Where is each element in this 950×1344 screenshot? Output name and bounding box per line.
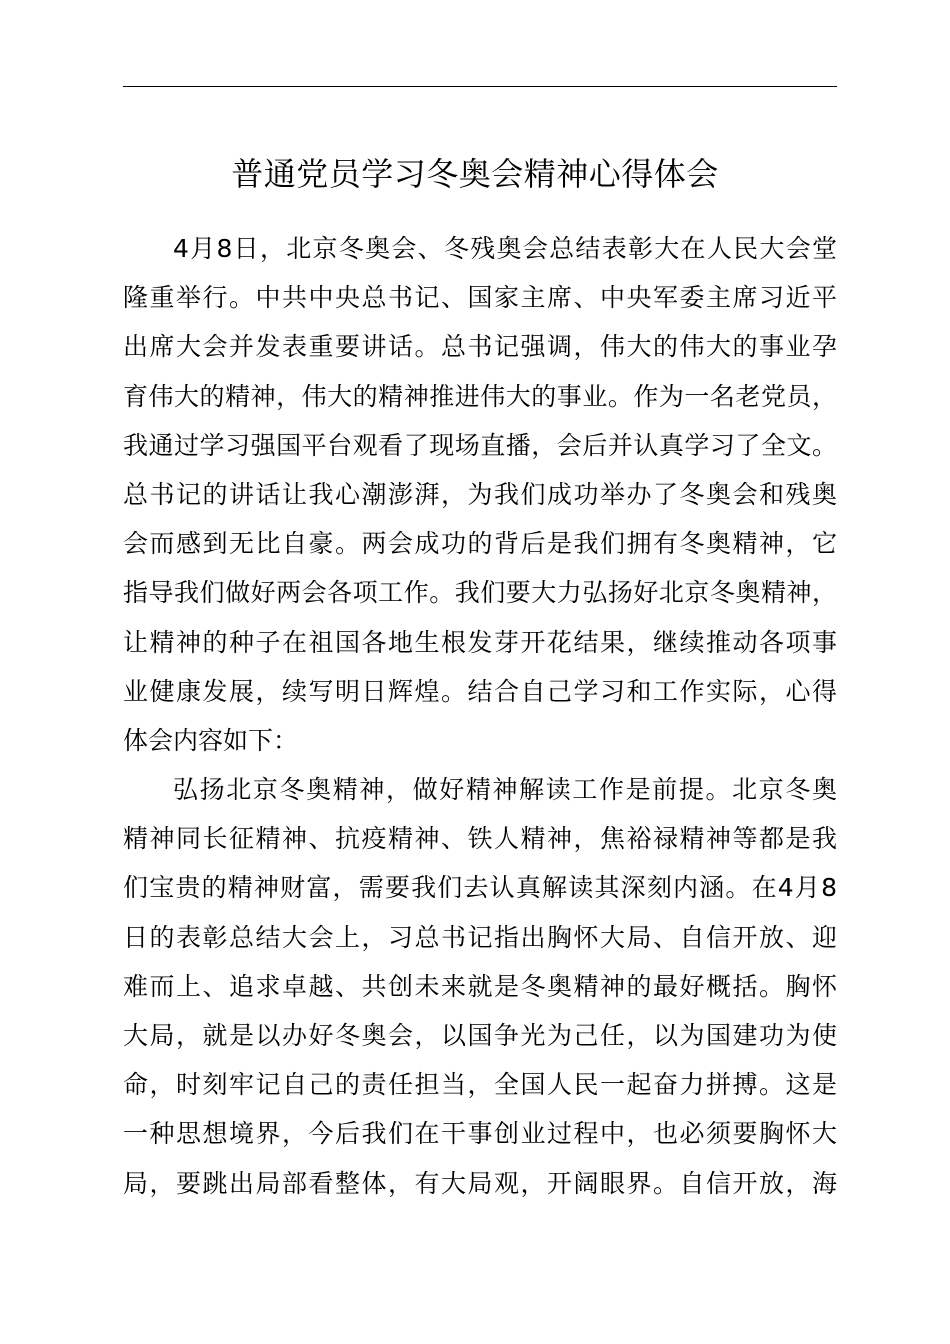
- paragraph-line: 总书记的讲话让我心潮澎湃，为我们成功举办了冬奥会和残奥: [123, 479, 837, 509]
- paragraph-line: 难而上、追求卓越、共创未来就是冬奥精神的最好概括。胸怀: [123, 971, 837, 1001]
- paragraph-line: 体会内容如下：: [123, 725, 299, 755]
- paragraph-line: 我通过学习强国平台观看了现场直播，会后并认真学习了全文。: [123, 430, 837, 460]
- paragraph-line: 们宝贵的精神财富，需要我们去认真解读其深刻内涵。在4月8: [123, 873, 837, 903]
- document-title: 普通党员学习冬奥会精神心得体会: [231, 155, 719, 193]
- paragraph-line: 育伟大的精神，伟大的精神推进伟大的事业。作为一名老党员，: [123, 381, 837, 411]
- paragraph-line: 局，要跳出局部看整体，有大局观，开阔眼界。自信开放，海: [123, 1168, 837, 1198]
- header-rule: [123, 86, 837, 87]
- paragraph-line: 指导我们做好两会各项工作。我们要大力弘扬好北京冬奥精神，: [123, 578, 837, 608]
- paragraph-line: 日的表彰总结大会上，习总书记指出胸怀大局、自信开放、迎: [123, 922, 837, 952]
- paragraph-line: 出席大会并发表重要讲话。总书记强调，伟大的伟大的事业孕: [123, 332, 837, 362]
- paragraph-line: 让精神的种子在祖国各地生根发芽开花结果，继续推动各项事: [123, 627, 837, 657]
- paragraph-line: 隆重举行。中共中央总书记、国家主席、中央军委主席习近平: [123, 283, 837, 313]
- paragraph-line: 会而感到无比自豪。两会成功的背后是我们拥有冬奥精神，它: [123, 529, 837, 559]
- paragraph-line: 命，时刻牢记自己的责任担当，全国人民一起奋力拼搏。这是: [123, 1070, 837, 1100]
- paragraph-line: 精神同长征精神、抗疫精神、铁人精神，焦裕禄精神等都是我: [123, 824, 837, 854]
- document-body: [123, 224, 837, 1208]
- paragraph-line: 弘扬北京冬奥精神，做好精神解读工作是前提。北京冬奥: [173, 775, 837, 805]
- paragraph-line: 4月8日，北京冬奥会、冬残奥会总结表彰大在人民大会堂: [173, 234, 837, 263]
- paragraph-line: 大局，就是以办好冬奥会，以国争光为己任，以为国建功为使: [123, 1021, 837, 1050]
- paragraph-line: 一种思想境界，今后我们在干事创业过程中，也必须要胸怀大: [123, 1119, 837, 1149]
- paragraph-line: 业健康发展，续写明日辉煌。结合自己学习和工作实际，心得: [123, 676, 837, 706]
